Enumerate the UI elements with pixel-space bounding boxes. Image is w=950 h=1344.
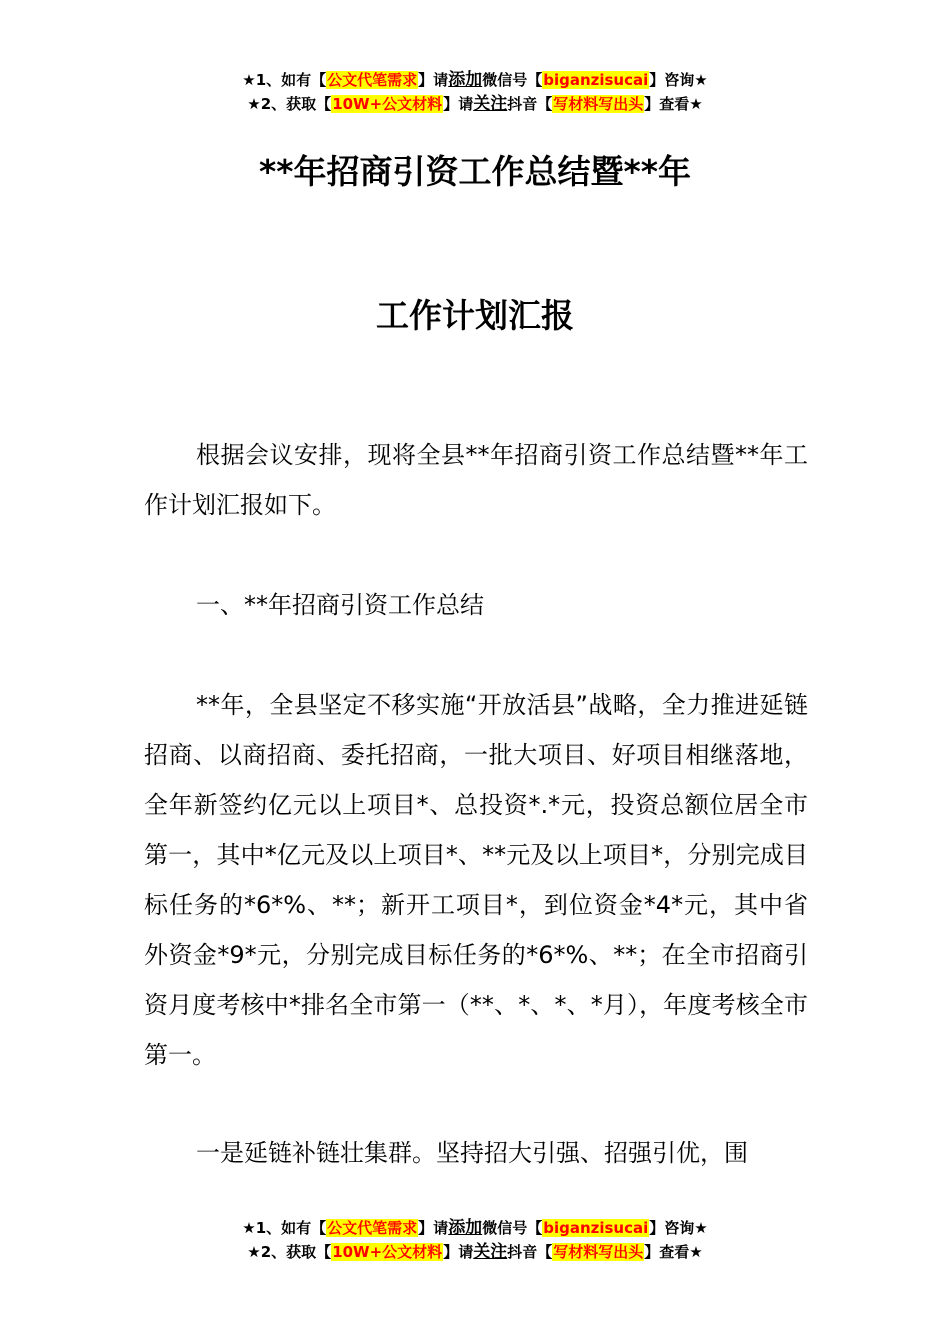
banner-text: 微信号【 xyxy=(482,71,543,89)
banner-line-1 xyxy=(0,1216,950,1240)
banner-highlight: 写材料写出头 xyxy=(553,95,644,113)
point-paragraph: 一是延链补链壮集群。坚持招大引强、招强引优，围 xyxy=(196,1139,748,1167)
banner-text: ★1、如有【 xyxy=(242,1219,327,1237)
banner-text: 抖音【 xyxy=(507,1243,553,1261)
banner-text: 抖音【 xyxy=(507,95,553,113)
banner-text: 】咨询★ xyxy=(649,71,708,89)
banner-underline: 关注 xyxy=(473,94,508,114)
banner-text: 微信号【 xyxy=(482,1219,543,1237)
footer-banner xyxy=(0,1216,950,1264)
banner-text: ★2、获取【 xyxy=(247,95,332,113)
banner-underline: 关注 xyxy=(473,1242,508,1262)
banner-underline: 添加 xyxy=(448,1218,483,1238)
banner-text: 】请 xyxy=(418,1219,449,1237)
banner-text: 】请 xyxy=(443,95,474,113)
header-banner xyxy=(0,68,950,116)
banner-highlight: 10W+公文材料 xyxy=(332,1243,443,1261)
banner-text: 】请 xyxy=(443,1243,474,1261)
banner-text: ★1、如有【 xyxy=(242,71,327,89)
banner-underline: 添加 xyxy=(448,70,483,90)
banner-highlight: biganzisucai xyxy=(543,1219,649,1237)
document-title-line-1: **年招商引资工作总结暨**年 xyxy=(258,152,692,191)
banner-line-2 xyxy=(0,1240,950,1264)
banner-text: ★2、获取【 xyxy=(247,1243,332,1261)
banner-text: 】查看★ xyxy=(644,1243,703,1261)
banner-highlight: biganzisucai xyxy=(543,71,649,89)
section-heading: 一、**年招商引资工作总结 xyxy=(196,591,484,619)
intro-paragraph: 根据会议安排，现将全县**年招商引资工作总结暨**年工作计划汇报如下。 xyxy=(144,441,808,519)
banner-text: 】请 xyxy=(418,71,449,89)
banner-highlight: 写材料写出头 xyxy=(553,1243,644,1261)
banner-text: 】咨询★ xyxy=(649,1219,708,1237)
summary-paragraph: **年，全县坚定不移实施“开放活县”战略，全力推进延链招商、以商招商、委托招商，一批大项目、好项目相继落地，全年新签约亿元以上项目*、总投资*.*元，投资总额位居全市第一，其中*亿元及以上项目*、**元及以上项目*，分别完成目标任务的*6*%、**；新开工项目*，到位资金*4*元，其中省外资金*9*元，分别完成目标任务的*6*%、**；在全市招商引资月度考核中*排名全市第一（**、*、*、*月），年度考核全市第一。 xyxy=(144,691,808,1069)
banner-line-2 xyxy=(0,92,950,116)
banner-highlight: 公文代笔需求 xyxy=(327,1219,418,1237)
document-title-line-2: 工作计划汇报 xyxy=(376,296,574,335)
banner-highlight: 10W+公文材料 xyxy=(332,95,443,113)
banner-highlight: 公文代笔需求 xyxy=(327,71,418,89)
banner-line-1 xyxy=(0,68,950,92)
banner-text: 】查看★ xyxy=(644,95,703,113)
